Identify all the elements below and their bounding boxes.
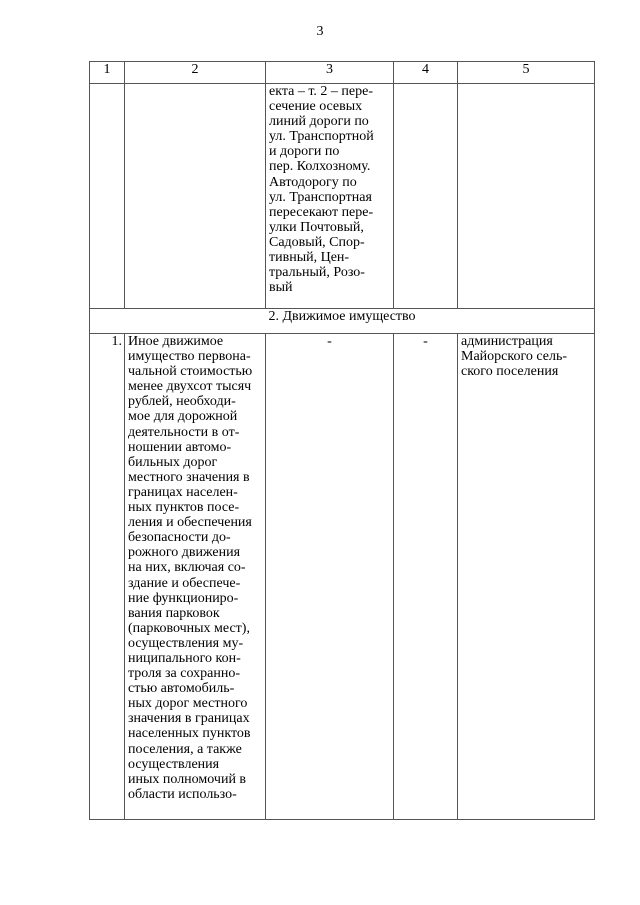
column-header-5: 5	[458, 62, 595, 84]
column-header-4: 4	[394, 62, 458, 84]
row-number: 1.	[90, 334, 125, 820]
column-header-1: 1	[90, 62, 125, 84]
table-row-continuation	[90, 84, 595, 309]
column-header-2: 2	[125, 62, 266, 84]
column-header-3: 3	[266, 62, 394, 84]
cell-holder: администрация Майорского сель- ского поселения	[458, 334, 595, 820]
cell-col3-value: -	[266, 334, 394, 820]
cell-location-description: екта – т. 2 – пере- сечение осевых линий дороги по ул. Транспортной и дороги по пер. Колхозному. Автодорогу по ул. Транспортная пересекают пере- улки Почтовый, Садовый, Спор- тивный, Цен- тральный, Розо- вый	[266, 84, 394, 309]
cell-empty	[394, 84, 458, 309]
table-row	[90, 334, 595, 820]
page-number: 3	[316, 24, 324, 39]
cell-empty	[90, 84, 125, 309]
cell-empty	[125, 84, 266, 309]
cell-col4-value: -	[394, 334, 458, 820]
property-table	[89, 61, 595, 820]
cell-empty	[458, 84, 595, 309]
section-row	[90, 309, 595, 334]
table-header-row	[90, 62, 595, 84]
section-title: 2. Движимое имущество	[90, 309, 595, 334]
cell-description: Иное движимое имущество первона- чальной стоимостью менее двухсот тысяч рублей, необходи- мое для дорожной деятельности в от- ношении автомо- бильных дорог местного значения в границах населен- ных пунктов посе- ления и обеспечения безопасности до- рожного движения на них, включая со- здание и обеспече- ние функциониро- вания парковок (парковочных мест), осуществления му- ниципального кон- троля за сохранно- стью автомобиль- ных дорог местного значения в границах населенных пунктов поселения, а также осуществления иных полномочий в области использо-	[125, 334, 266, 820]
